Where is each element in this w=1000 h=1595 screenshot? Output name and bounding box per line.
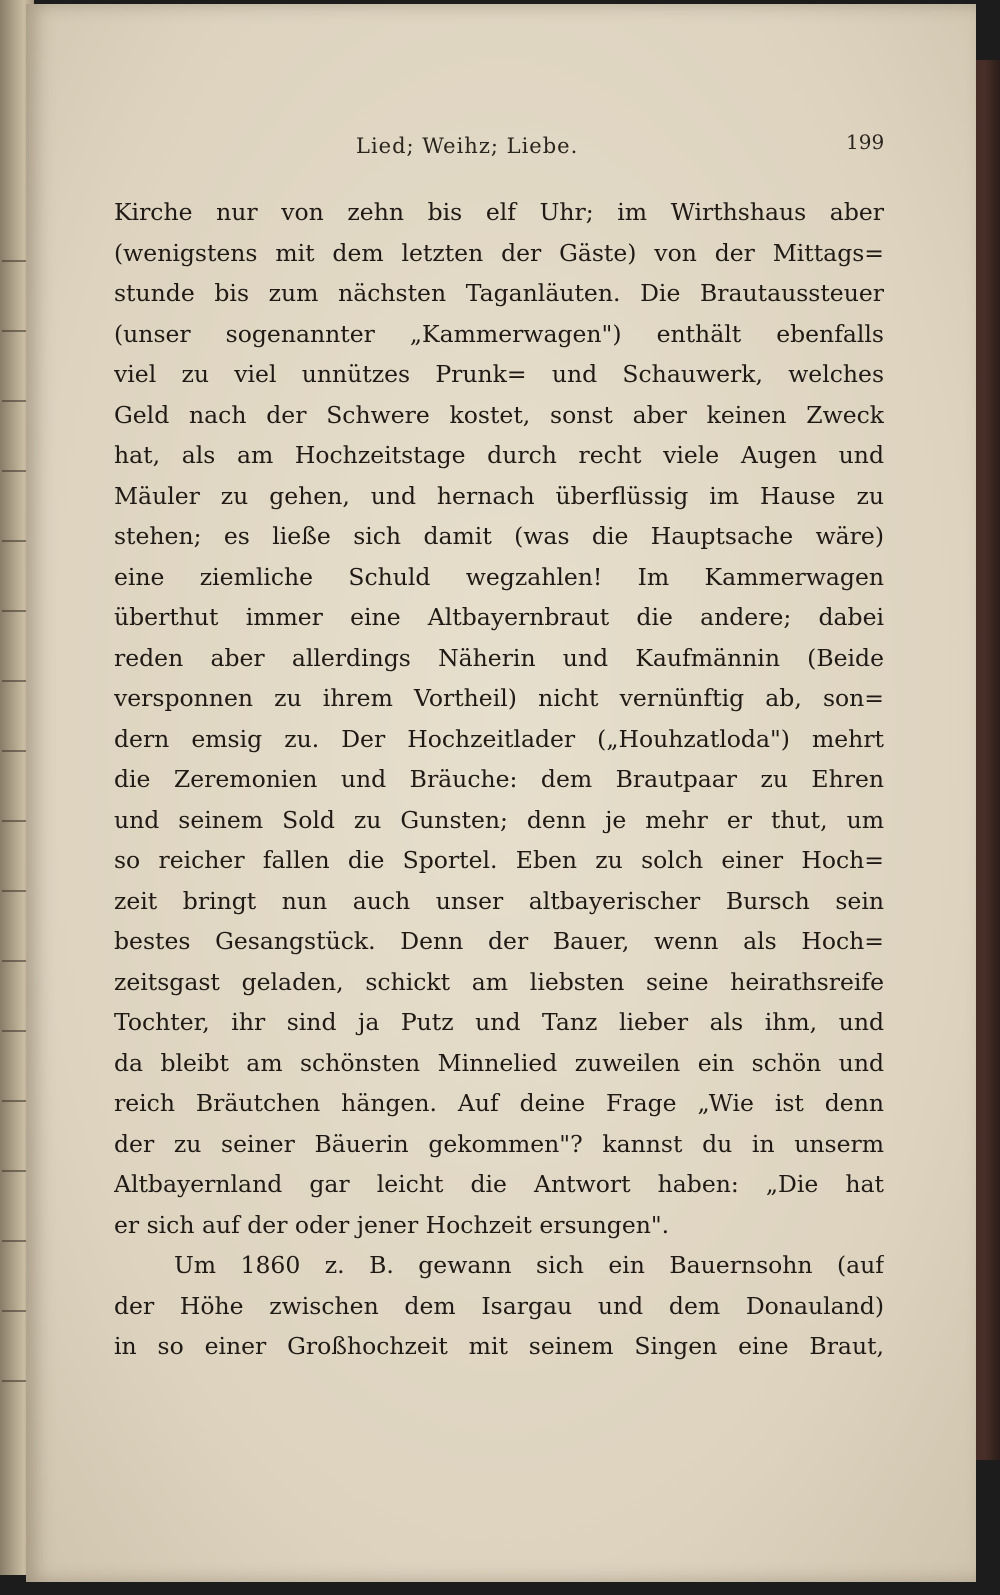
text-line: Kirche nur von zehn bis elf Uhr; im Wirthshaus aber — [114, 198, 884, 226]
text-line: bestes Gesangstück. Denn der Bauer, wenn als Hoch= — [114, 927, 884, 955]
text-line: versponnen zu ihrem Vortheil) nicht vernünftig ab, son= — [114, 684, 884, 712]
text-line: der zu seiner Bäuerin gekommen"? kannst du in unserm — [114, 1129, 884, 1158]
text-line: hat, als am Hochzeitstage durch recht viele Augen und — [114, 441, 884, 469]
text-line: er sich auf der oder jener Hochzeit ersungen". — [114, 1210, 670, 1239]
text-line: Altbayernland gar leicht die Antwort haben: „Die hat — [114, 1170, 884, 1198]
text-line: überthut immer eine Altbayernbraut die andere; dabei — [114, 603, 884, 631]
text-line: Mäuler zu gehen, und hernach überflüssig im Hause zu — [114, 481, 884, 510]
text-line: Um 1860 z. B. gewann sich ein Bauernsohn (auf — [174, 1251, 884, 1279]
text-line: stunde bis zum nächsten Taganläuten. Die Brautaussteuer — [114, 279, 884, 307]
book-page — [26, 4, 976, 1582]
text-line: zeitsgast geladen, schickt am liebsten seine heirathsreife — [114, 967, 884, 996]
text-line: viel zu viel unnützes Prunk= und Schauwerk, welches — [114, 360, 884, 388]
text-line: in so einer Großhochzeit mit seinem Singen eine Braut, — [114, 1332, 884, 1360]
text-line: die Zeremonien und Bräuche: dem Brautpaar zu Ehren — [114, 765, 884, 793]
text-line: Tochter, ihr sind ja Putz und Tanz lieber als ihm, und — [114, 1008, 884, 1036]
text-line: (wenigstens mit dem letzten der Gäste) von der Mittags= — [114, 238, 884, 267]
text-line: Geld nach der Schwere kostet, sonst aber keinen Zweck — [114, 400, 884, 429]
text-line: da bleibt am schönsten Minnelied zuweilen ein schön und — [114, 1048, 884, 1077]
text-line: eine ziemliche Schuld wegzahlen! Im Kammerwagen — [114, 562, 884, 591]
text-line: und seinem Sold zu Gunsten; denn je mehr er thut, um — [114, 805, 884, 834]
text-line: der Höhe zwischen dem Isargau und dem Donauland) — [114, 1291, 884, 1320]
text-line: zeit bringt nun auch unser altbayerischer Bursch sein — [114, 886, 884, 915]
running-head: Lied; Weihz; Liebe. — [356, 134, 579, 158]
text-line: stehen; es ließe sich damit (was die Hauptsache wäre) — [114, 522, 884, 550]
text-line: so reicher fallen die Sportel. Eben zu solch einer Hoch= — [114, 846, 884, 874]
text-line: dern emsig zu. Der Hochzeitlader („Houhzatloda") mehrt — [114, 724, 884, 753]
text-line: (unser sogenannter „Kammerwagen") enthält ebenfalls — [114, 319, 884, 348]
text-line: reich Bräutchen hängen. Auf deine Frage „Wie ist denn — [114, 1089, 884, 1117]
body-text — [114, 192, 884, 1367]
page-number: 199 — [846, 130, 885, 154]
page-header — [26, 130, 976, 170]
text-line: reden aber allerdings Näherin und Kaufmännin (Beide — [114, 643, 884, 672]
